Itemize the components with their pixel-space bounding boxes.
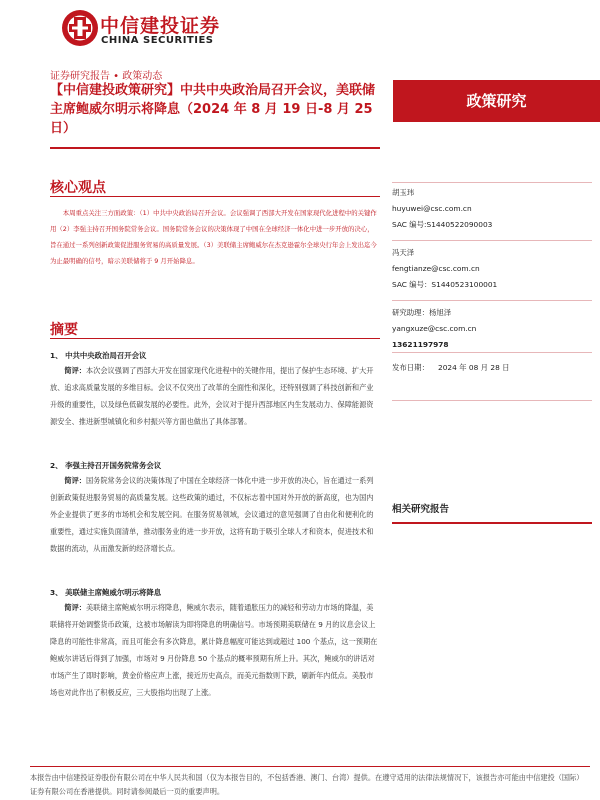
section-title-1: 1、 中共中央政治局召开会议 (50, 351, 147, 360)
related-reports-divider (392, 522, 592, 524)
section-body-1 (50, 362, 378, 430)
analyst-email[interactable]: huyuwei@csc.com.cn (392, 204, 472, 213)
sidebar-divider (392, 400, 592, 401)
assistant-email[interactable]: yangxuze@csc.com.cn (392, 324, 477, 333)
analyst-email[interactable]: fengtianze@csc.com.cn (392, 264, 480, 273)
publish-date-row (392, 358, 592, 378)
section-body-3 (50, 599, 378, 701)
section-label-3: 简评： (64, 603, 86, 612)
section-label-1: 简评： (64, 366, 86, 375)
publish-date-value: 2024 年 08 月 28 日 (438, 363, 510, 372)
analyst-sac-number: SAC 编号:S1440522090003 (392, 220, 493, 229)
logo-english-name: CHINA SECURITIES (101, 35, 214, 46)
summary-divider (50, 338, 380, 339)
sidebar-divider (392, 240, 592, 241)
sidebar-divider (392, 352, 592, 353)
core-viewpoint-heading: 核心观点 (50, 180, 106, 196)
section-banner (393, 80, 600, 122)
disclaimer-footer: 本报告由中信建投证券股份有限公司在中华人民共和国（仅为本报告目的，不包括香港、澳门、台湾）提供。在遵守适用的法律法规情况下，该报告亦可能由中信建投（国际）证券有限公司在香港提供。同时请参阅最后一页的重要声明。 (30, 773, 584, 796)
section-title-3: 3、 美联储主席鲍威尔明示将降息 (50, 588, 162, 597)
section-body-2 (50, 472, 378, 557)
related-reports-heading: 相关研究报告 (392, 504, 450, 515)
core-viewpoint-text: 本周重点关注三方面政策：（1）中共中央政治局召开会议。会议强调了西部大开发在国家现代化进程中的关键作用（2）李强主持召开国务院常务会议。国务院常务会议的决策体现了中国在全球经济一体化中进一步开放的决心，旨在通过一系列创新政策促进服务贸易的高质量发展。（3）美联储主席鲍威尔在杰克逊霍尔全球央行年会上发出迄今为止最明确的信号，暗示美联储将于 9 月开始降息。 (50, 209, 377, 265)
footer-divider (30, 766, 590, 767)
section-text-1: 本次会议强调了西部大开发在国家现代化进程中的关键作用，提出了保护生态环境、扩大开放、追求高质量发展的多维目标。会议不仅突出了改革的全面性和深化，还特别强调了科技创新和产业升级的重要性，以及绿色低碳发展的必要性。此外，会议对于提升西部地区内生发展动力、保障能源资源安全、推进新型城镇化和乡村振兴等方面也做出了具体部署。 (50, 366, 374, 426)
assistant-card (392, 305, 592, 353)
core-divider (50, 196, 380, 197)
report-title: 【中信建投政策研究】中共中央政治局召开会议，美联储主席鲍威尔明示将降息（2024 年 8 月 19 日-8 月 25 日） (50, 83, 376, 136)
section-text-3: 美联储主席鲍威尔明示将降息，鲍威尔表示，随着通胀压力的减轻和劳动力市场的降温，美联储将开始调整货币政策，这被市场解读为即将降息的明确信号。市场预期美联储在 9 月的议息会议上降息的可能性非常高，而且可能会有多次降息，累计降息幅度可能达到或超过 100 个基点，这一预期在鲍威尔讲话后得到了加强，市场对 9 月份降息 50 个基点的概率预期有所上升。其次，鲍威尔的讲话对市场产生了即时影响，黄金价格应声上涨，接近历史高点，而美元指数则下跌，刷新年内低点。美股市场也对此作出了积极反应，三大股指均出现了上涨。 (50, 603, 378, 697)
section-title-2: 2、 李强主持召开国务院常务会议 (50, 461, 162, 470)
assistant-phone: 13621197978 (392, 340, 449, 349)
csc-logo-icon (60, 8, 100, 48)
report-category: 证券研究报告 • 政策动态 (50, 71, 163, 82)
analyst-card-2 (392, 245, 592, 293)
analyst-name: 胡玉玮 (392, 188, 415, 197)
analyst-card-1 (392, 185, 592, 233)
summary-heading: 摘要 (50, 322, 78, 338)
assistant-name: 研究助理：杨旭泽 (392, 308, 452, 317)
section-text-2: 国务院常务会议的决策体现了中国在全球经济一体化中进一步开放的决心，旨在通过一系列创新政策促进服务贸易的高质量发展。这些政策的通过，不仅标志着中国对外开放的新高度，也为国内外企业提供了更多的市场机会和发展空间。在服务贸易领域，会议通过的意见强调了自由化和便利化的重要性，通过实施负面清单，推动服务业的进一步开放，这将有助于吸引全球人才和资本，促进技术和数据的流动，从而激发新的经济增长点。 (50, 476, 374, 553)
sidebar-divider (392, 300, 592, 301)
logo-chinese-name: 中信建投证券 (100, 15, 221, 37)
analyst-name: 冯天泽 (392, 248, 415, 257)
section-banner-label: 政策研究 (466, 92, 527, 110)
title-divider (50, 147, 380, 149)
sidebar-divider (392, 182, 592, 183)
publish-date-label: 发布日期： (392, 363, 429, 372)
analyst-sac-number: SAC 编号：S1440523100001 (392, 280, 498, 289)
section-label-2: 简评： (64, 476, 86, 485)
